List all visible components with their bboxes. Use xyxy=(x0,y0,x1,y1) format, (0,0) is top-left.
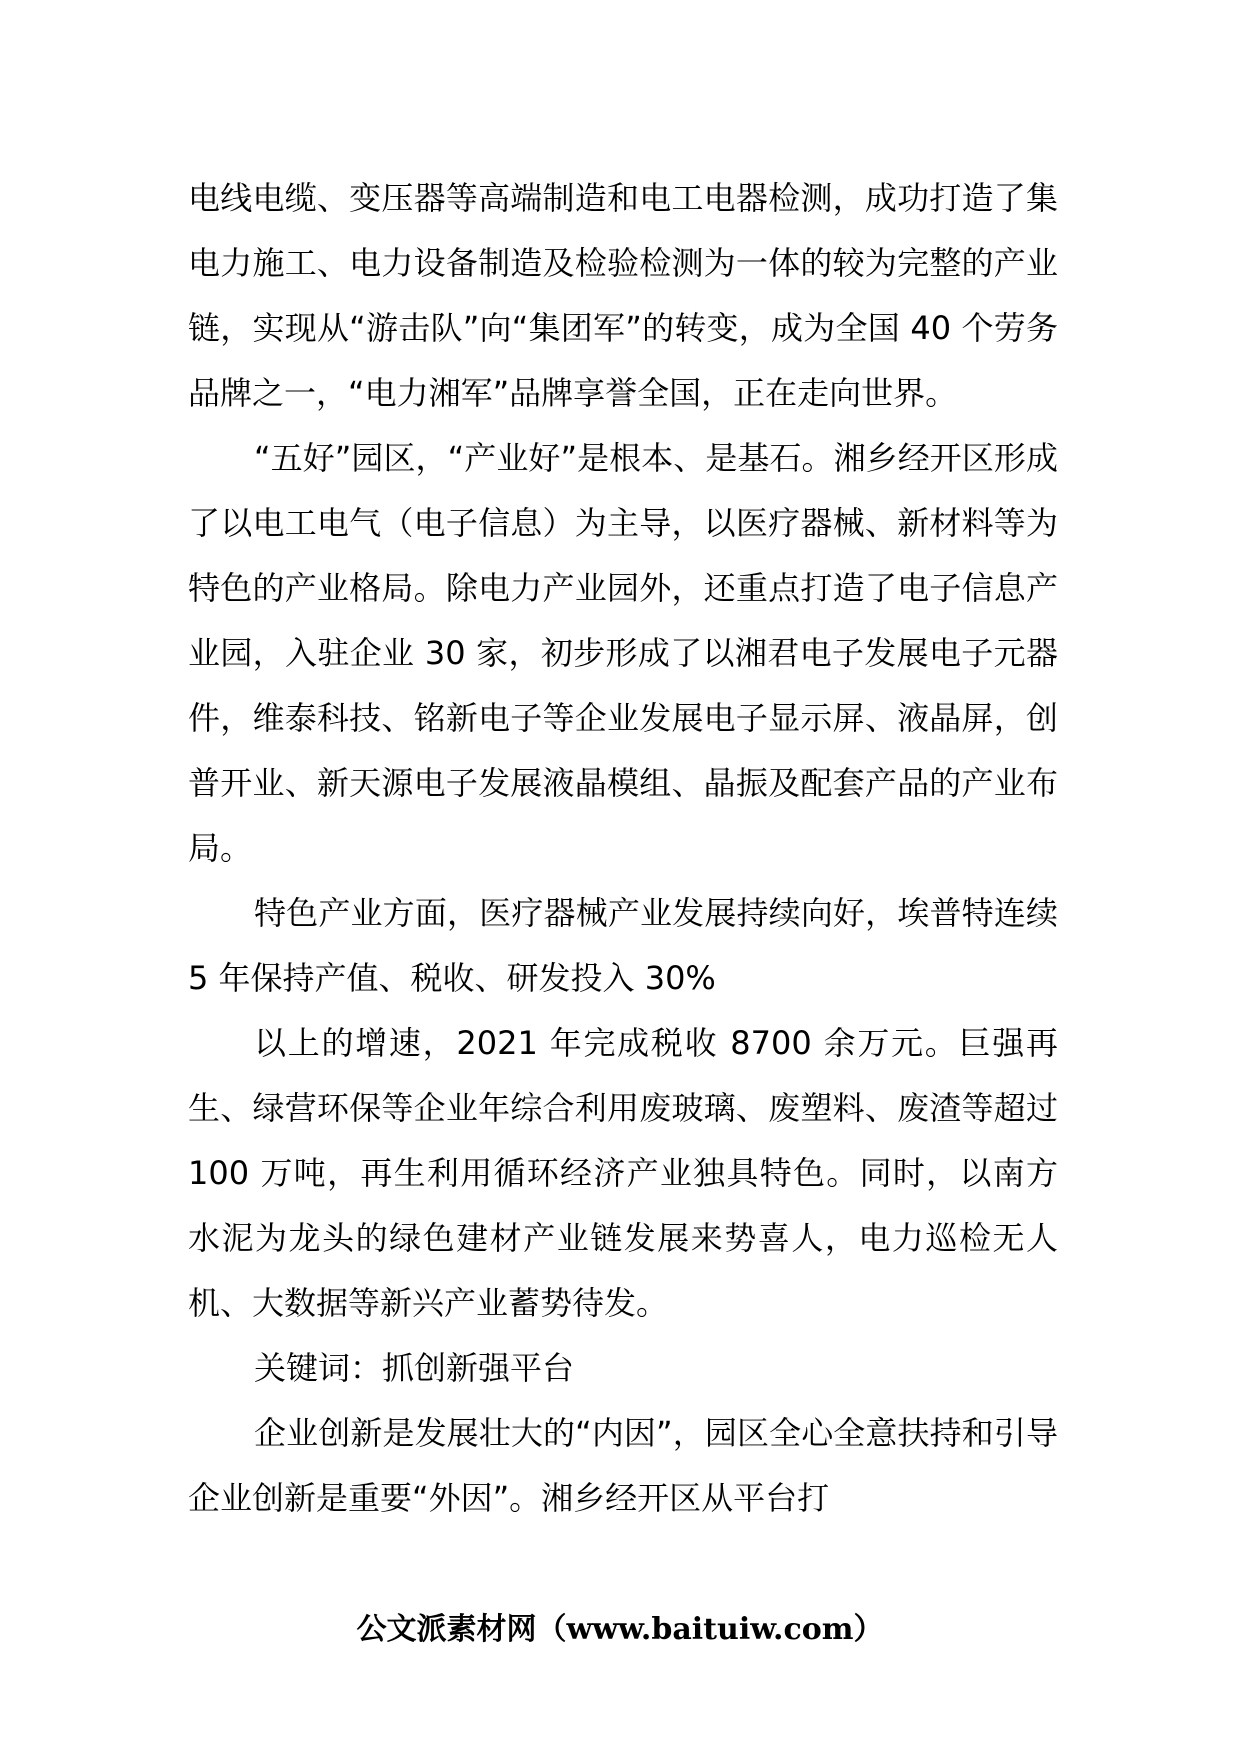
paragraph-4: 以上的增速，2021 年完成税收 8700 余万元。巨强再生、绿营环保等企业年综合利用废玻璃、废塑料、废渣等超过 100 万吨，再生利用循环经济产业独具特色。同时，以南方水泥为龙头的绿色建材产业链发展来势喜人，电力巡检无人机、大数据等新兴产业蓄势待发。 xyxy=(188,1024,1058,1322)
paragraph-1: 电线电缆、变压器等高端制造和电工电器检测，成功打造了集电力施工、电力设备制造及检验检测为一体的较为完整的产业链，实现从“游击队”向“集团军”的转变，成为全国 40 个劳务品牌之一，“电力湘军”品牌享誉全国，正在走向世界。 xyxy=(188,179,1058,412)
footer-source-line: 公文派素材网（www.baituiw.com） xyxy=(356,1612,884,1647)
paragraph-2: “五好”园区，“产业好”是根本、是基石。湘乡经开区形成了以电工电气（电子信息）为主导，以医疗器械、新材料等为特色的产业格局。除电力产业园外，还重点打造了电子信息产业园，入驻企业 30 家，初步形成了以湘君电子发展电子元器件，维泰科技、铭新电子等企业发展电子显示屏、液晶屏，创普开业、新天源电子发展液晶模组、晶振及配套产品的产业布局。 xyxy=(188,439,1058,867)
keyword-heading: 关键词：抓创新强平台 xyxy=(254,1349,575,1387)
paragraph-5: 企业创新是发展壮大的“内因”，园区全心全意扶持和引导企业创新是重要“外因”。湘乡经开区从平台打 xyxy=(188,1414,1058,1517)
paragraph-3: 特色产业方面，医疗器械产业发展持续向好，埃普特连续 5 年保持产值、税收、研发投入 30% xyxy=(188,894,1058,997)
document-body xyxy=(188,166,1058,1531)
